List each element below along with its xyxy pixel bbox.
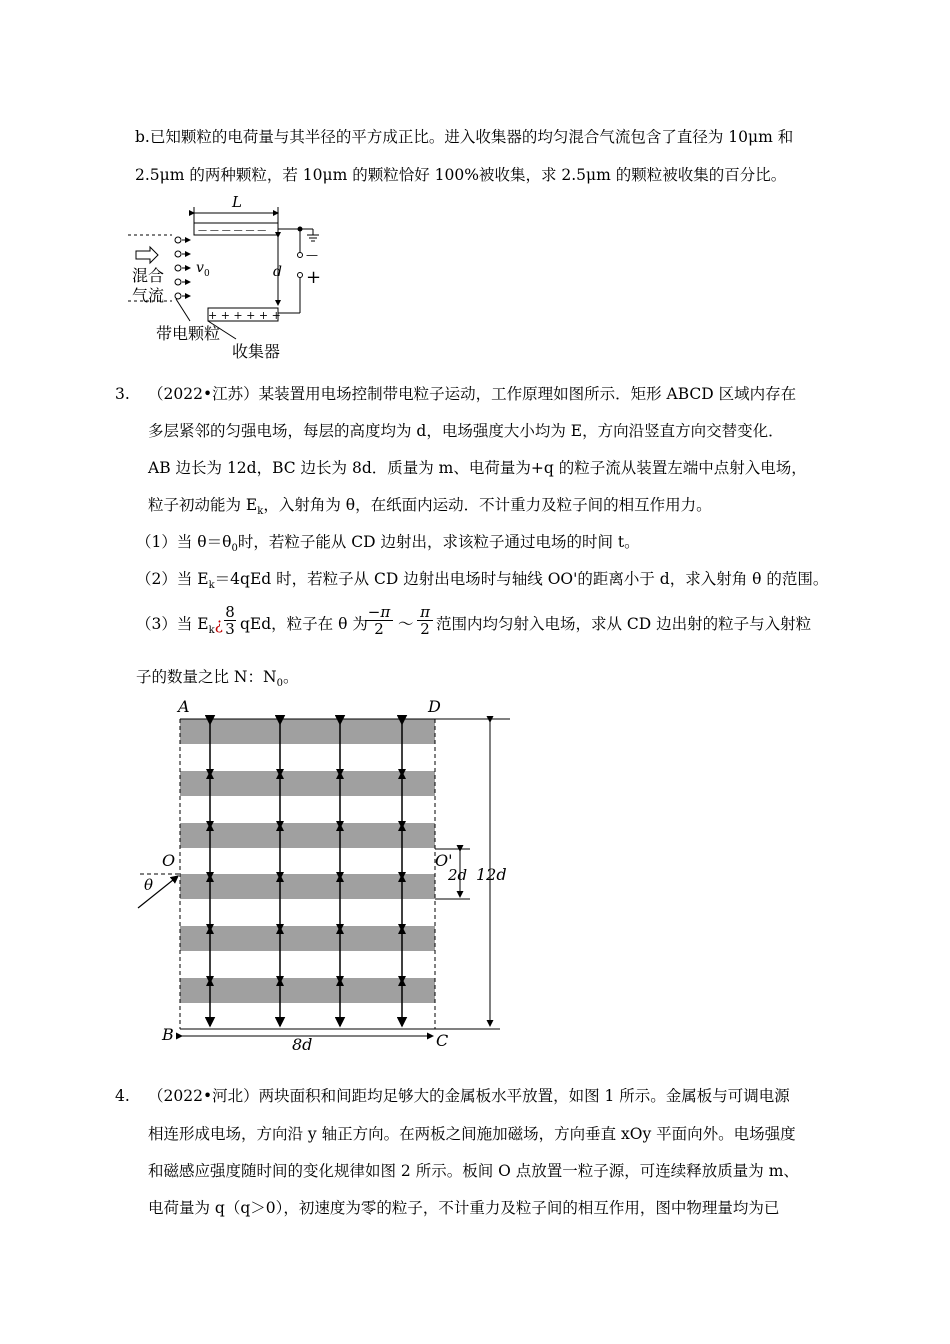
- positive-sign: +: [306, 267, 322, 288]
- q3-part-1: （1）当 $\theta=\theta_0$时，若粒子能从 CD 边射出，求该粒子通过电场的时间 t。: [136, 533, 640, 555]
- negative-plate-signs: — — — — — —: [198, 226, 267, 236]
- q3-line-2: 多层紧邻的匀强电场，每层的高度均为 d，电场强度大小均为 E，方向沿竖直方向交替变化．: [148, 422, 784, 440]
- q2b-line-1: b.已知颗粒的电荷量与其半径的平方成正比。进入收集器的均匀混合气流包含了直径为 10μm 和: [135, 128, 794, 146]
- point-o: O: [162, 851, 176, 870]
- corner-a: A: [178, 697, 190, 716]
- q3-part-3-mid: qEd，粒子在 θ 为: [240, 615, 368, 633]
- q4-line-2: 相连形成电场，方向沿 y 轴正方向。在两板之间施加磁场，方向垂直 xOy 平面向外。电场强度: [148, 1125, 796, 1143]
- q4-line-3: 和磁感应强度随时间的变化规律如图 2 所示。板间 O 点放置一粒子源，可连续释放质量为 m、: [148, 1162, 799, 1180]
- velocity-subscript: 0: [204, 269, 210, 279]
- length-label: L: [232, 193, 242, 211]
- q3-tilde: ～: [398, 615, 414, 633]
- q3-line-1: （2022•江苏）某装置用电场控制带电粒子运动，工作原理如图所示．矩形 ABCD 区域内存在: [148, 385, 797, 403]
- q3-line-3: AB 边长为 12d，BC 边长为 8d．质量为 m、电荷量为+q 的粒子流从装置左端中点射入电场，: [148, 459, 807, 477]
- negative-terminal: [298, 253, 303, 258]
- mixed-flow-label-2: 气流: [132, 286, 165, 305]
- q3-part-2: （2）当 $E_k=4qEd$ 时，若粒子从 CD 边射出电场时与轴线 OO'的距离小于 d，求入射角 θ 的范围。: [136, 570, 829, 592]
- q3-fraction-pi-half: $\frac{\pi}{2}$: [417, 604, 433, 637]
- field-device-figure: [130, 694, 530, 1056]
- field-layers: [180, 719, 435, 1003]
- twelve-d-label: 12d: [476, 865, 507, 884]
- q3-part-3-start: （3）当 $E_k¿$: [136, 615, 223, 637]
- q4-number: 4.: [115, 1087, 130, 1105]
- two-d-label: 2d: [448, 866, 468, 884]
- collector-label: 收集器: [232, 342, 281, 361]
- theta-label: θ: [144, 876, 154, 894]
- charged-particle-label: 带电颗粒: [156, 324, 221, 343]
- positive-terminal: [298, 273, 303, 278]
- q2b-line-2: 2.5μm 的两种颗粒，若 10μm 的颗粒恰好 100%被收集，求 2.5μm 的颗粒被收集的百分比。: [135, 166, 787, 184]
- flow-arrow-icon: [136, 247, 158, 263]
- velocity-label: v: [196, 260, 204, 276]
- corner-d: D: [428, 697, 441, 716]
- collector-figure: [128, 193, 328, 363]
- q3-part-3-line-2: 子的数量之比 N：$N_0$。: [136, 668, 299, 690]
- q3-part-3-end: 范围内均匀射入电场，求从 CD 边出射的粒子与入射粒: [436, 615, 812, 633]
- eight-d-label: 8d: [292, 1035, 313, 1054]
- q3-fraction-eight-thirds: $\frac{8}{3}$: [225, 603, 235, 638]
- positive-plate-signs: + + + + + +: [208, 309, 281, 322]
- charged-particles: [175, 237, 190, 299]
- q3-line-4: 粒子初动能为 $E_k$，入射角为 θ，在纸面内运动．不计重力及粒子间的相互作用力。: [148, 496, 712, 518]
- corner-b: B: [162, 1025, 174, 1044]
- negative-sign: —: [306, 248, 318, 262]
- corner-c: C: [436, 1031, 449, 1050]
- q4-line-1: （2022•河北）两块面积和间距均足够大的金属板水平放置，如图 1 所示。金属板与可调电源: [148, 1087, 790, 1105]
- gap-label: d: [273, 264, 282, 280]
- q3-fraction-neg-pi-half: $\frac{-\pi}{2}$: [365, 604, 393, 637]
- q4-line-4: 电荷量为 q（q＞0），初速度为零的粒子，不计重力及粒子间的相互作用，图中物理量均为已: [148, 1199, 780, 1217]
- q3-number: 3.: [115, 385, 130, 403]
- mixed-flow-label-1: 混合: [132, 266, 165, 285]
- point-o-prime: O': [435, 851, 453, 870]
